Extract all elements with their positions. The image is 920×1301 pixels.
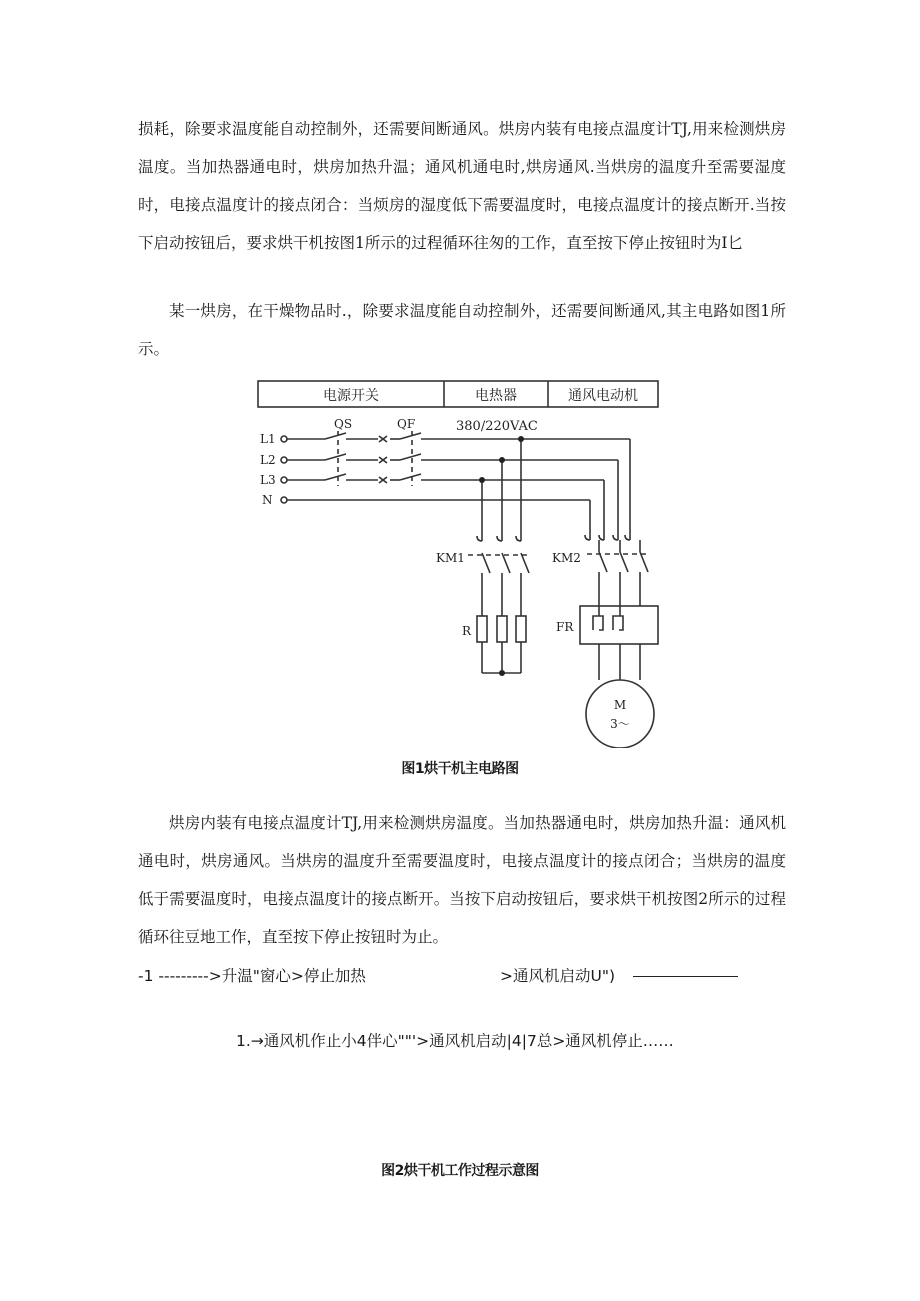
fan-motor bbox=[586, 680, 654, 748]
voltage-label: 380/220VAC bbox=[456, 419, 538, 434]
flow-line1-rule bbox=[633, 976, 738, 977]
process-flow-line1-left: -1 --------->升温"窗心>停止加热 bbox=[138, 967, 366, 985]
fr-label: FR bbox=[556, 620, 574, 634]
fr-thermal-relay bbox=[580, 606, 658, 644]
header-fan-motor: 通风电动机 bbox=[568, 388, 638, 404]
heater-resistor-2 bbox=[497, 616, 507, 642]
l1-label: L1 bbox=[260, 432, 276, 446]
intro-paragraph: 损耗，除要求温度能自动控制外，还需要间断通风。烘房内装有电接点温度计TJ,用来检测烘房温度。当加热器通电时，烘房加热升温；通风机通电时,烘房通风.当烘房的温度升至需要湿度时，电接点温度计的接点闭合：当烦房的湿度低下需要温度时，电接点温度计的接点断开.当按下启动按钮后，要求烘干机按图1所示的过程循环往匆的工作，直至按下停止按钮时为I匕 bbox=[138, 120, 786, 252]
qs-label: QS bbox=[334, 417, 353, 431]
l3-terminal bbox=[281, 477, 287, 483]
l3-label: L3 bbox=[260, 473, 276, 487]
l2-label: L2 bbox=[260, 453, 276, 467]
motor-phase-label: 3～ bbox=[610, 717, 630, 731]
heater-resistor-3 bbox=[516, 616, 526, 642]
heater-resistor-1 bbox=[477, 616, 487, 642]
n-terminal bbox=[281, 497, 287, 503]
km1-label: KM1 bbox=[436, 551, 465, 565]
n-label: N bbox=[262, 493, 273, 507]
l2-terminal bbox=[281, 457, 287, 463]
oven-description-paragraph: 某一烘房，在干燥物品时.，除要求温度能自动控制外，还需要间断通风,其主电路如图1所示。 bbox=[138, 302, 786, 358]
process-flow-line2: 1.→通风机作止小4伴心""'>通风机启动|4|7总>通风机停止…… bbox=[236, 1032, 674, 1050]
figure2-caption: 图2烘干机工作过程示意图 bbox=[381, 1163, 539, 1179]
qf-label: QF bbox=[397, 417, 416, 431]
header-power-switch: 电源开关 bbox=[323, 388, 379, 404]
km2-label: KM2 bbox=[552, 551, 581, 565]
figure1-caption: 图1烘干机主电路图 bbox=[401, 761, 519, 777]
r-label: R bbox=[462, 624, 472, 638]
l1-terminal bbox=[281, 436, 287, 442]
header-heater: 电热器 bbox=[475, 388, 517, 404]
temperature-control-paragraph: 烘房内装有电接点温度计TJ,用来检测烘房温度。当加热器通电时，烘房加热升温：通风机通电时，烘房通风。当烘房的温度升至需要温度时，电接点温度计的接点闭合；当烘房的温度低于需要温度时，电接点温度计的接点断开。当按下启动按钮后，要求烘干机按图2所示的过程循环往豆地工作，直至按下停止按钮时为止。 bbox=[138, 814, 786, 946]
main-circuit-diagram bbox=[250, 376, 670, 748]
motor-m-label: M bbox=[613, 698, 627, 712]
process-flow-line1-right: >通风机启动U") bbox=[500, 967, 616, 985]
